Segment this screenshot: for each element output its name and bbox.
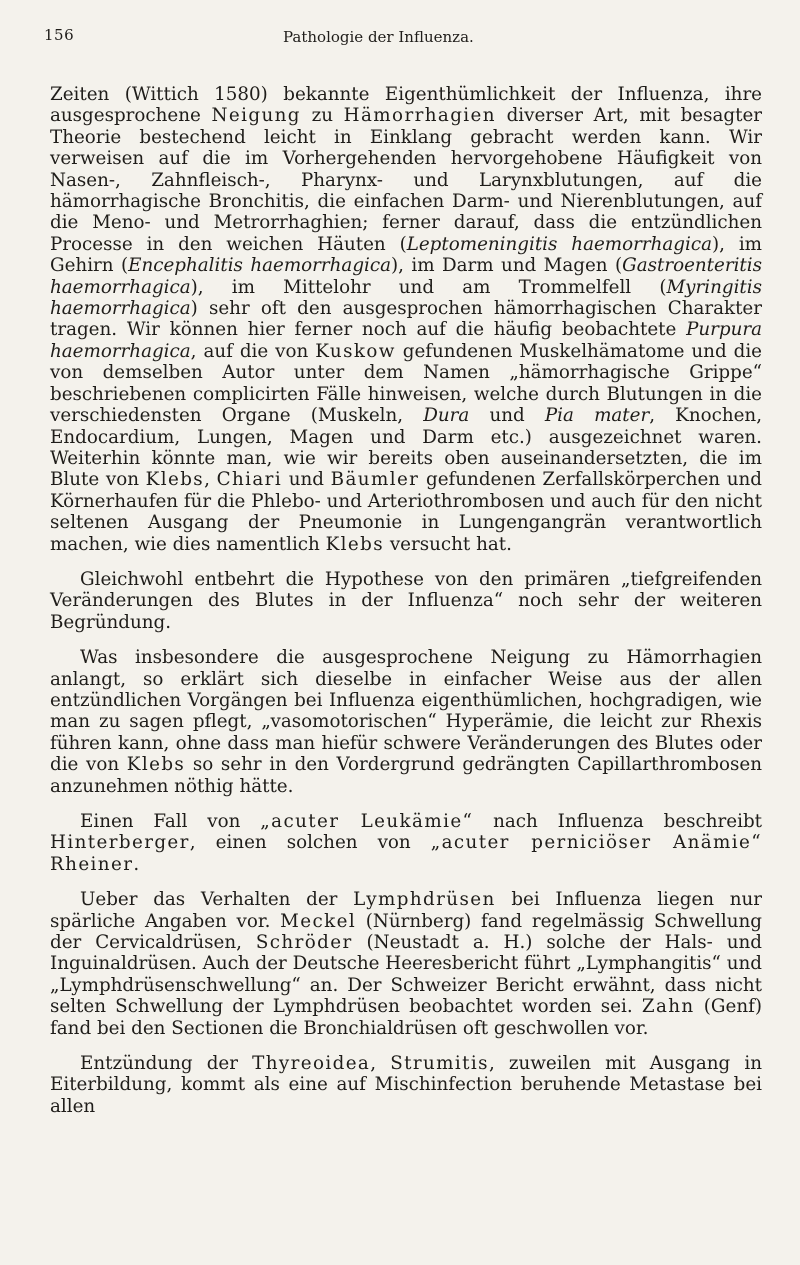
- paragraph: [50, 811, 762, 875]
- text-run: gefundenen Muskelhämatome und die von demselben Autor unter dem Namen „hämorrhagische Grippe“ beschriebenen complicirten Fälle hinweisen, welche durch Blutungen in die verschiedensten Organe (Muskeln,: [50, 340, 762, 427]
- italic-term: Myringitis haemorrhagica: [50, 276, 762, 320]
- text-run: diverser Art, mit besagter Theorie bestechend leicht in Einklang gebracht werden kann. Wir verweisen auf die im Vorhergehenden hervorgehobene Häufigkeit von Nasen-, Zahnfleisch-, Pharynx- und Larynxblutungen, auf die hämorrhagische Bronchitis, die einfachen Darm- und Nierenblutungen, auf die Meno- und Metrorrhaghien; ferner darauf, dass die entzündlichen Processe in den weichen Häuten (: [50, 105, 763, 255]
- text-run: Einen Fall von: [80, 811, 261, 832]
- text-run: ,: [204, 469, 217, 491]
- text-run: versucht hat.: [384, 533, 512, 555]
- text-run: Ueber das Verhalten der: [80, 889, 354, 911]
- spaced-name: Bäumler: [330, 469, 420, 491]
- spaced-name: Meckel: [280, 910, 357, 932]
- text-run: ,: [370, 1053, 391, 1075]
- spaced-name: Neigung: [211, 105, 301, 127]
- text-run: und: [469, 405, 545, 427]
- text-run: (Nürnberg) fand regelmässig Schwellung der Cervicaldrüsen,: [50, 910, 762, 954]
- spaced-name: Schröder: [255, 932, 353, 954]
- page-header: [0, 26, 800, 56]
- text-run: gefundenen Zerfallskörperchen und Körnerhaufen für die Phlebo- und Arteriothrombosen und auch für den nicht seltenen Ausgang der Pneumonie in Lungengangrän verantwortlich machen, wie dies namentlich: [50, 469, 762, 555]
- text-run: , Knochen, Endocardium, Lungen, Magen und Darm etc.) ausgezeichnet waren. Weiterhin könnte man, wie wir bereits oben auseinandersetzten, die im Blute von: [50, 405, 763, 491]
- spaced-name: Klebs: [126, 754, 186, 776]
- text-run: ), im Mittelohr und am Trommelfell (: [190, 276, 667, 298]
- text-run: (Neustadt a. H.) solche der Hals- und Inguinaldrüsen. Auch der Deutsche Heeresbericht führt „Lymphangitis“ und „Lymphdrüsenschwellung“ an. Der Schweizer Bericht erwähnt, dass nicht selten Schwellung der Lymphdrüsen beobachtet worden sei.: [50, 932, 763, 1018]
- text-run: .: [133, 853, 140, 875]
- spaced-name: Rheiner: [50, 853, 134, 875]
- text-run: ) sehr oft den ausgesprochen hämorrhagischen Charakter tragen. Wir können hier ferner noch auf die häufig beobachtete: [50, 298, 762, 341]
- text-run: Gleichwohl entbehrt die Hypothese von den primären „tiefgreifenden Veränderungen des Blutes in der Influenza“ noch sehr der weiteren Begründung.: [50, 568, 762, 633]
- text-run: nach Influenza beschreibt: [473, 811, 762, 832]
- paragraph: [50, 569, 762, 633]
- paragraph: [50, 889, 762, 1039]
- italic-term: Leptomeningitis haemorrhagica: [406, 233, 712, 255]
- text-run: zu: [300, 105, 344, 127]
- paragraph: [50, 647, 762, 797]
- spaced-name: Chiari: [216, 469, 283, 491]
- text-run: , zuweilen mit Ausgang in Eiterbildung, kommt als eine auf Mischinfection beruhende Metastase bei allen: [50, 1053, 762, 1117]
- text-run: ), im Gehirn (: [50, 233, 763, 277]
- running-title: Pathologie der Influenza.: [283, 28, 474, 46]
- spaced-name: Kuskow: [315, 340, 396, 362]
- spaced-name: „acuter perniciöser Anämie“: [430, 832, 762, 854]
- text-run: ), im Darm und Magen (: [391, 255, 623, 277]
- text-run: Entzündung der: [80, 1053, 253, 1075]
- text-run: Was insbesondere die ausgesprochene Neigung zu Hämorrhagien anlangt, so erklärt sich dieselbe in einfacher Weise aus der allen entzündlichen Vorgängen bei Influenza eigenthümlichen, hochgradigen, wie man zu sagen pflegt, „vasomotorischen“ Hyperämie, die leicht zur Rhexis führen kann, ohne dass man hiefür schwere Veränderungen des Blutes oder die von: [50, 647, 762, 776]
- italic-term: Purpura haemorrhagica: [50, 319, 762, 362]
- spaced-name: „acuter Leukämie“: [260, 811, 474, 832]
- text-run: so sehr in den Vordergrund gedrängten Capillarthrombosen anzunehmen nöthig hätte.: [50, 754, 762, 797]
- text-run: (Genf) fand bei den Sectionen die Bronchialdrüsen oft geschwollen vor.: [50, 996, 763, 1039]
- body-text: [50, 84, 762, 1117]
- italic-term: Encephalitis haemorrhagica: [128, 255, 392, 277]
- spaced-name: Strumitis: [390, 1053, 489, 1075]
- spaced-name: Thyreoidea: [252, 1053, 371, 1075]
- spaced-name: Hinterberger: [50, 832, 190, 854]
- italic-term: Pia mater: [544, 405, 650, 427]
- text-run: und: [282, 469, 331, 491]
- spaced-name: Lymphdrüsen: [353, 889, 496, 911]
- text-run: Zeiten (Wittich 1580) bekannte Eigenthümlichkeit der Influenza, ihre ausgesprochene: [50, 84, 762, 127]
- paragraph: [50, 1053, 762, 1117]
- spaced-name: Klebs: [325, 533, 385, 555]
- spaced-name: Zahn: [641, 996, 695, 1018]
- italic-term: Gastroenteritis haemorrhagica: [50, 255, 763, 298]
- page-number: 156: [44, 26, 75, 44]
- paragraph: [50, 84, 762, 555]
- text-run: , auf die von: [190, 340, 316, 362]
- spaced-name: Klebs: [145, 469, 205, 491]
- text-run: bei Influenza liegen nur spärliche Angaben vor.: [50, 889, 762, 932]
- italic-term: Dura: [423, 405, 470, 427]
- spaced-name: Hämorrhagien: [343, 105, 496, 127]
- text-run: , einen solchen von: [189, 832, 431, 854]
